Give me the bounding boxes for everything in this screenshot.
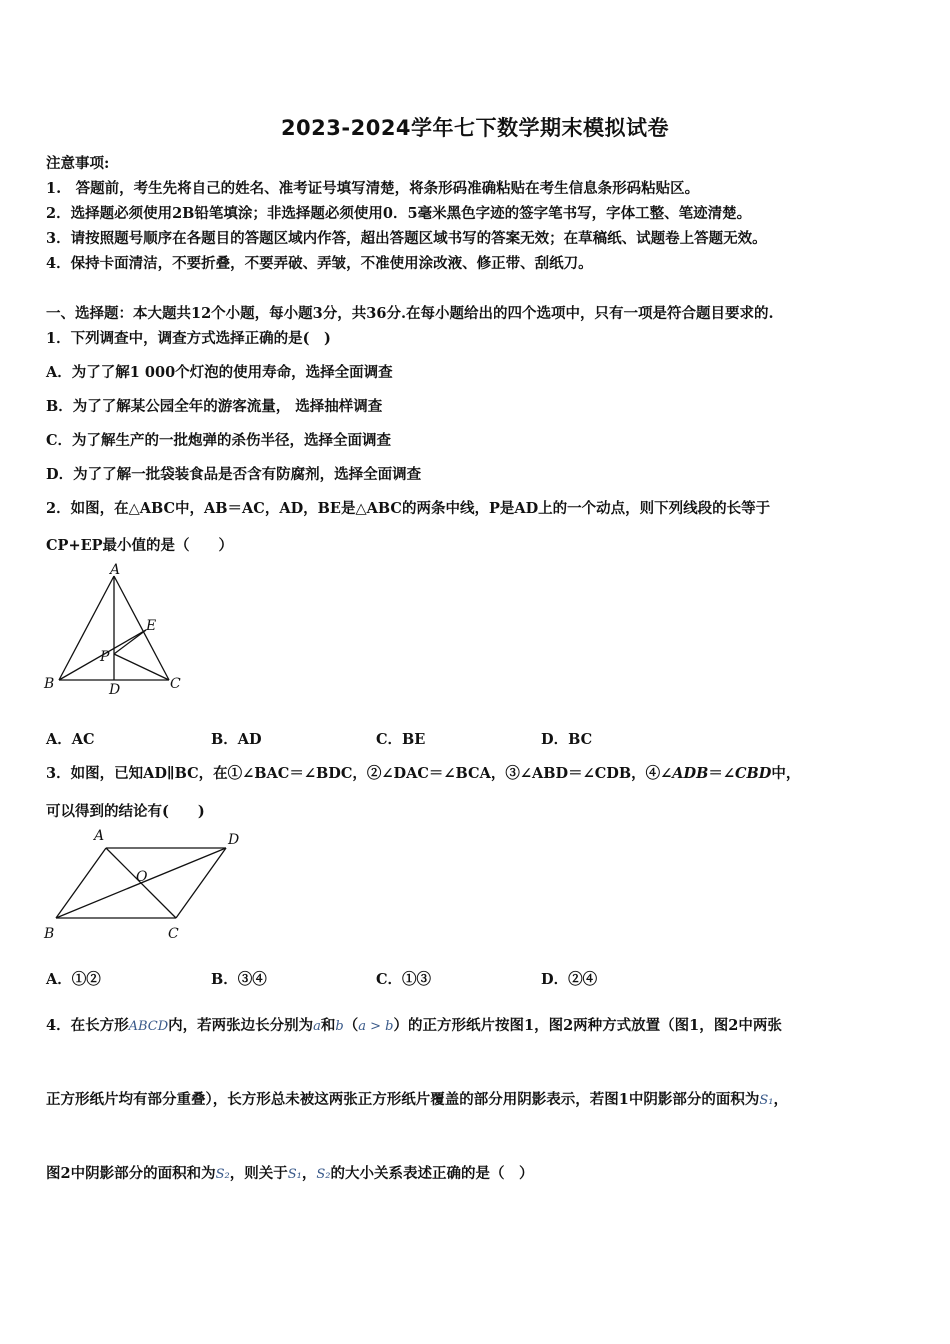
q4-text: 正方形纸片均有部分重叠），长方形总未被这两张正方形纸片覆盖的部分用阴影表示，若图1中阴影部分的面积为 bbox=[46, 1091, 760, 1108]
q4-text: ， bbox=[301, 1165, 317, 1182]
q1-option-d: D．为了了解一批袋装食品是否含有防腐剂，选择全面调查 bbox=[46, 466, 422, 483]
q4-math-s2: S₂ bbox=[215, 1167, 230, 1182]
q4-line1 bbox=[46, 1014, 782, 1035]
q4-text: 的大小关系表述正确的是（ ） bbox=[330, 1165, 534, 1182]
q2-option-d: D．BC bbox=[541, 731, 593, 748]
q1-stem: 1．下列调查中，调查方式选择正确的是( ) bbox=[46, 330, 331, 347]
q4-math-cond: a > b bbox=[358, 1019, 394, 1034]
q2-triangle-figure bbox=[40, 562, 190, 700]
q1-option-a: A．为了了解1 000个灯泡的使用寿命，选择全面调查 bbox=[46, 364, 393, 381]
notice-item: 1. 答题前，考生先将自己的姓名、准考证号填写清楚，将条形码准确粘贴在考生信息条形码粘贴区。 bbox=[46, 180, 700, 197]
q3-stem-adb: ADB bbox=[672, 765, 709, 782]
q3-parallelogram-figure bbox=[40, 826, 250, 944]
fig-label-o: O bbox=[136, 869, 148, 885]
q4-text: ， bbox=[773, 1091, 788, 1108]
q2-option-c: C．BE bbox=[376, 731, 426, 748]
q4-math-s1: S₁ bbox=[287, 1167, 302, 1182]
q3-option-a: A．①② bbox=[46, 971, 101, 988]
notice-item: 2．选择题必须使用2B铅笔填涂；非选择题必须使用0．5毫米黑色字迹的签字笔书写，字体工整、笔迹清楚。 bbox=[46, 205, 752, 222]
notice-heading: 注意事项: bbox=[46, 155, 110, 172]
q2-stem-line2: CP+EP最小值的是（ ） bbox=[46, 537, 234, 554]
fig-label-b: B bbox=[44, 926, 55, 942]
q1-option-c: C．为了解生产的一批炮弹的杀伤半径，选择全面调查 bbox=[46, 432, 392, 449]
q4-text: 和 bbox=[320, 1017, 336, 1034]
fig-label-b: B bbox=[44, 676, 55, 692]
q4-text: （ bbox=[343, 1017, 359, 1034]
fig-label-d: D bbox=[109, 682, 121, 698]
fig-label-c: C bbox=[168, 926, 179, 942]
q3-stem-part1: 3．如图，已知AD∥BC，在①∠BAC＝∠BDC，②∠DAC＝∠BCA，③∠ABD＝∠CDB，④∠ bbox=[46, 765, 673, 782]
q4-math-b: b bbox=[335, 1019, 344, 1034]
section-heading: 一、选择题：本大题共12个小题，每小题3分，共36分.在每小题给出的四个选项中，只有一项是符合题目要求的. bbox=[46, 305, 774, 322]
q4-text: 内，若两张边长分别为 bbox=[168, 1017, 314, 1034]
q4-line2 bbox=[46, 1088, 788, 1109]
q3-option-d: D．②④ bbox=[541, 971, 598, 988]
q4-line3 bbox=[46, 1162, 533, 1183]
fig-label-a: A bbox=[110, 562, 121, 578]
q4-math-a: a bbox=[313, 1019, 321, 1034]
q3-stem-line2: 可以得到的结论有( ) bbox=[46, 803, 205, 820]
q2-option-a: A．AC bbox=[46, 731, 95, 748]
fig-label-c: C bbox=[170, 676, 181, 692]
fig-label-p: P bbox=[100, 649, 110, 665]
fig-label-a: A bbox=[94, 828, 105, 844]
q3-stem-eq: ＝∠ bbox=[708, 765, 735, 782]
q4-math-s1: S₁ bbox=[759, 1093, 774, 1108]
q3-stem-line1 bbox=[46, 762, 800, 783]
q4-text: 图2中阴影部分的面积和为 bbox=[46, 1165, 216, 1182]
page-title: 2023-2024学年七下数学期末模拟试卷 bbox=[280, 116, 670, 140]
fig-label-d: D bbox=[228, 832, 240, 848]
q3-option-c: C．①③ bbox=[376, 971, 432, 988]
q4-text: ）的正方形纸片按图1，图2两种方式放置（图1，图2中两张 bbox=[393, 1017, 782, 1034]
q4-text: 4．在长方形 bbox=[46, 1017, 129, 1034]
q2-stem-line1: 2．如图，在△ABC中，AB＝AC，AD，BE是△ABC的两条中线，P是AD上的一个动点，则下列线段的长等于 bbox=[46, 500, 771, 517]
notice-item: 4．保持卡面清洁，不要折叠，不要弄破、弄皱，不准使用涂改液、修正带、刮纸刀。 bbox=[46, 255, 593, 272]
q2-option-b: B．AD bbox=[211, 731, 262, 748]
q1-option-b: B．为了了解某公园全年的游客流量， 选择抽样调查 bbox=[46, 398, 383, 415]
q4-math-s2: S₂ bbox=[316, 1167, 331, 1182]
notice-item: 3．请按照题号顺序在各题目的答题区域内作答，超出答题区域书写的答案无效；在草稿纸、试题卷上答题无效。 bbox=[46, 230, 767, 247]
q4-math-abcd: ABCD bbox=[128, 1019, 169, 1034]
q4-text: ，则关于 bbox=[229, 1165, 288, 1182]
fig-label-e: E bbox=[146, 618, 157, 634]
q3-option-b: B．③④ bbox=[211, 971, 267, 988]
q3-stem-part2: 中， bbox=[771, 765, 801, 782]
q3-stem-cbd: CBD bbox=[735, 765, 772, 782]
